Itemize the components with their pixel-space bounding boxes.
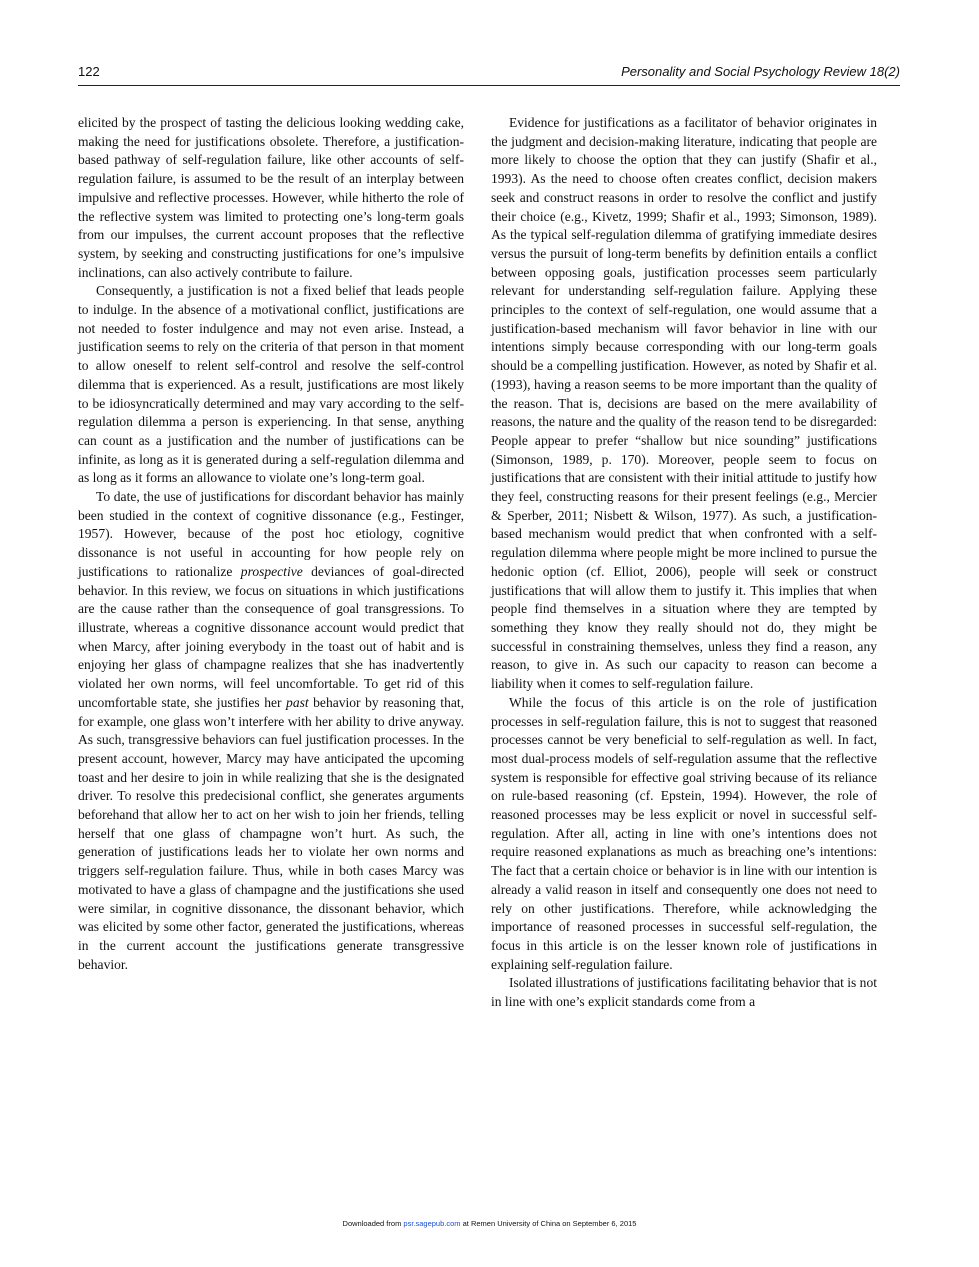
paragraph: Isolated illustrations of justifications facilitating behavior that is not in line with one’s explicit standards come from a xyxy=(491,975,877,1010)
paragraph: While the focus of this article is on the role of justification processes in self-regulation failure, this is not to suggest that reasoned processes cannot be very beneficial to self-regulation as well. In fact, most dual-process models of self-regulation assume that the reflective system is responsible for effective goal striving because of its reliance on rule-based reasoning (cf. Epstein, 1994). However, the role of reasoned processes may be less explicit or novel in successful self-regulation. After all, acting in line with one’s intentions does not require reasoned explanations as much as breaching one’s intentions: The fact that a certain choice or behavior is in line with our intention is already a valid reason in itself and consequently one does not need to rely on other justifications. Therefore, while acknowledging the importance of reasoned processes in successful self-regulation, the focus in this article is on the lesser known role of justifications in explaining self-regulation failure. xyxy=(491,694,877,972)
right-column xyxy=(491,114,877,1012)
page-number: 122 xyxy=(78,64,100,79)
paragraph: elicited by the prospect of tasting the delicious looking wedding cake, making the need for justifications obsolete. Therefore, a justification-based pathway of self-regulation failure, like other accounts of self-regulation failure, is assumed to be the result of an interplay between impulsive and reflective processes. However, while hitherto the role of the reflective system was limited to protecting one’s long-term goals from our impulses, the current account proposes that the reflective system, by seeking and constructing justifications for one’s impulsive inclinations, can also actively contribute to failure. xyxy=(78,115,464,280)
header-rule xyxy=(78,85,900,86)
emphasis-text: past xyxy=(286,694,309,710)
paragraph: Consequently, a justification is not a fixed belief that leads people to indulge. In the absence of a motivational conflict, justifications are not needed to foster indulgence and may not even arise. Instead, a justification seems to rely on the criteria of that person in that moment to allow oneself to relent self-control and resolve the self-control dilemma that is experienced. As a result, justifications are most likely to be idiosyncratically determined and may vary according to the self-regulation dilemma a person is experiencing. In that sense, anything can count as a justification and the number of justifications can be infinite, as long as it is generated during a self-regulation dilemma and as long as it forms an allowance to violate one’s long-term goal. xyxy=(78,283,464,486)
paragraph xyxy=(78,488,464,974)
text-run: To date, the use of justifications for discordant behavior has mainly been studied in the context of cognitive dissonance (e.g., Festinger, 1957). However, because of the post hoc etiology, cognitive dissonance is not useful in accounting for how people rely on justifications to rationalize xyxy=(78,489,464,579)
text-run: behavior by reasoning that, for example, one glass won’t interfere with her ability to drive anyway. As such, transgressive behaviors can fuel justification processes. In the present account, however, Marcy may have anticipated the upcoming toast and her desire to join in while realizing that she is the designated driver. To resolve this predecisional conflict, she generates arguments beforehand that allow her to act on her wish to join her friends, telling herself that one glass of champagne won’t hurt. As such, the generation of justifications leads her to violate her own norms and triggers self-regulation failure. Thus, while in both cases Marcy was motivated to have a glass of champagne and the justifications she used were similar, in cognitive dissonance, the dissonant behavior, which was elicited by some other factor, generated the justifications, whereas in the current account the justifications generate transgressive behavior. xyxy=(78,694,465,972)
page-header xyxy=(78,64,900,79)
text-run: deviances of goal-directed behavior. In this review, we focus on situations in which justifications are the cause rather than the consequence of goal transgressions. To illustrate, whereas a cognitive dissonance account would predict that when Marcy, after joining everybody in the toast out of habit and is enjoying her glass of champagne realizes that she has inadvertently violated her own norms, will feel uncomfortable. To get rid of this uncomfortable state, she justifies her xyxy=(78,563,464,710)
left-column xyxy=(78,114,464,974)
download-footer xyxy=(0,1219,979,1228)
footer-suffix: at Remen University of China on September 6, 2015 xyxy=(460,1219,637,1228)
footer-prefix: Downloaded from xyxy=(342,1219,404,1228)
emphasis-text: prospective xyxy=(240,563,303,579)
journal-title: Personality and Social Psychology Review 18(2) xyxy=(621,64,900,79)
paragraph: Evidence for justifications as a facilitator of behavior originates in the judgment and decision-making literature, indicating that people are more likely to choose the option that they can justify (Shafir et al., 1993). As the need to choose often creates conflict, decision makers seek and construct reasons in order to resolve the conflict and justify their choice (e.g., Kivetz, 1999; Shafir et al., 1993; Simonson, 1989). As the typical self-regulation dilemma of gratifying immediate desires versus the pursuit of long-term benefits by definition entails a conflict between opposing goals, justification processes seem particularly relevant for understanding self-regulation failure. Applying these principles to the context of self-regulation, one would assume that a justification-based mechanism will favor behavior in line with our intentions simply because corresponding with our long-term goals should be a compelling justification. However, as noted by Shafir et al. (1993), having a reason seems to be more important than the quality of the reason. That is, decisions are based on the mere availability of reasons, the nature and the quality of the reason tend to be disregarded: People appear to prefer “shallow but nice sounding” justifications (Simonson, 1989, p. 170). Moreover, people seem to focus on justifications that are consistent with their initial attitude to justify how they feel, constructing reasons for their present feelings (e.g., Mercier & Sperber, 2011; Nisbett & Wilson, 1977). As such, a justification-based mechanism would predict that when confronted with a self-regulation dilemma where people might be more inclined to pursue the hedonic option (cf. Elliot, 2006), people will seek or construct justifications that will allow them to justify it. This implies that when people find themselves in a situation where they are tempted by something they know they really should not do, they might be successful in constraining themselves, unless they find a reason, any reason, to give in. As such our capacity to reason can become a liability when it comes to self-regulation failure. xyxy=(491,115,877,692)
footer-link[interactable]: psr.sagepub.com xyxy=(403,1219,461,1228)
